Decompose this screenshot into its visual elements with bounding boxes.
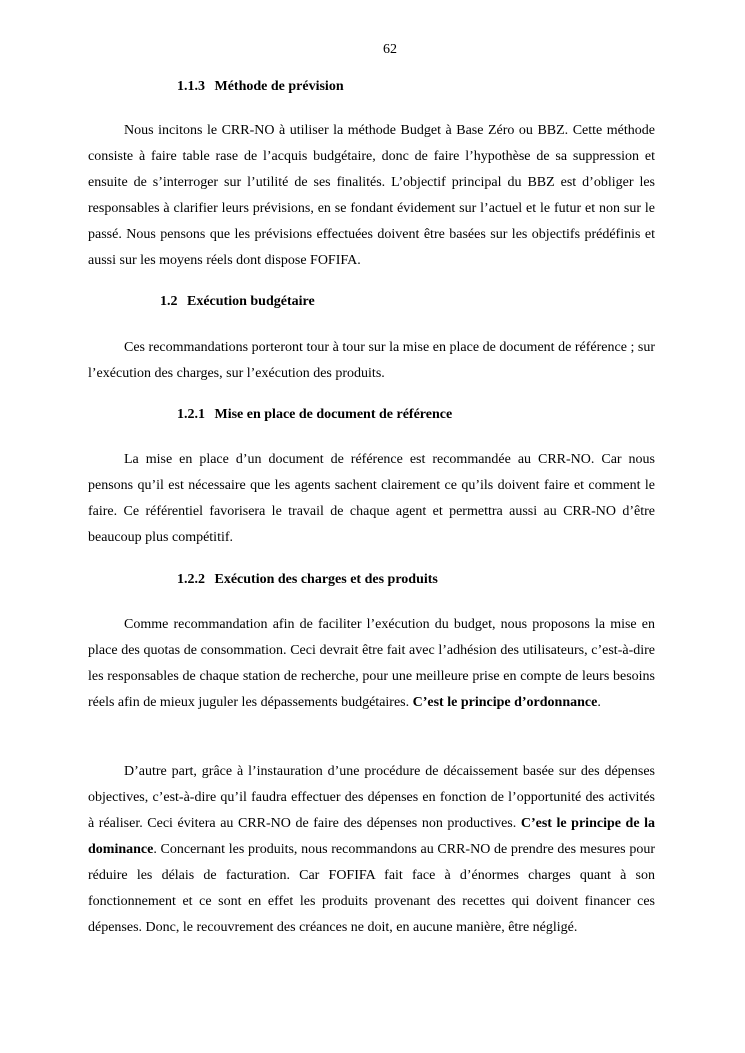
paragraph-text-b: . Concernant les produits, nous recommandons au CRR-NO de prendre des mesures pour réduire les délais de facturation. Car FOFIFA fait face à d’énormes charges quant à son fonctionnement et ce sont en effet les produits provenant des recettes qui doivent financer ces dépenses. Donc, le recouvrement des créances ne doit, en aucune manière, être négligé. [88,842,655,935]
paragraph-quotas [88,612,655,716]
heading-1-1-3 [177,79,344,95]
heading-1-2-1 [177,407,452,423]
heading-number: 1.2.2 [177,572,205,587]
principle-ordonnance: C’est le principe d’ordonnance [412,695,598,710]
paragraph-execution-intro: Ces recommandations porteront tour à tour sur la mise en place de document de référence ; sur l’exécution des charges, sur l’exécution des produits. [88,340,655,381]
heading-title: Méthode de prévision [214,79,344,94]
principle-dominance: C’est le principe de la dominance [88,816,656,857]
paragraph-prevision: Nous incitons le CRR-NO à utiliser la méthode Budget à Base Zéro ou BBZ. Cette méthode consiste à faire table rase de l’acquis budgétaire, donc de faire l’hypothèse de sa suppression et ensuite de s’interroger sur l’utilité de ses finalités. L’objectif principal du BBZ est d’obliger les responsables à clarifier leurs prévisions, en se fondant évidement sur l’actuel et le futur et non sur le passé. Nous pensons que les prévisions effectuées doivent être basées sur les objectifs prédéfinis et aussi sur les moyens réels dont dispose FOFIFA. [88,123,655,268]
paragraph-text: Comme recommandation afin de faciliter l’exécution du budget, nous proposons la mise en place des quotas de consommation. Ceci devrait être fait avec l’adhésion des utilisateurs, c’est-à-dire les responsables de chaque station de recherche, pour une meilleure prise en compte de leurs besoins réels afin de mieux juguler les dépassements budgétaires. [88,617,655,710]
heading-title: Exécution budgétaire [187,294,315,309]
page-number: 62 [383,42,397,57]
paragraph-document-reference: La mise en place d’un document de référence est recommandée au CRR-NO. Car nous pensons qu’il est nécessaire que les agents sachent clairement ce qu’ils doivent faire et comment le faire. Ce référentiel favorisera le travail de chaque agent et permettra aussi au CRR-NO d’être beaucoup plus compétitif. [88,452,655,545]
heading-number: 1.1.3 [177,79,205,94]
heading-title: Mise en place de document de référence [214,407,453,422]
heading-1-2 [160,294,315,310]
heading-title: Exécution des charges et des produits [214,572,438,587]
paragraph-end: . [597,695,601,710]
heading-1-2-2 [177,572,438,588]
paragraph-text-a: D’autre part, grâce à l’instauration d’une procédure de décaissement basée sur des dépenses objectives, c’est-à-dire qu’il faudra effectuer des dépenses en fonction de l’opportunité des activités à réaliser. Ceci évitera au CRR-NO de faire des dépenses non productives. [88,764,655,831]
heading-number: 1.2.1 [177,407,205,422]
heading-number: 1.2 [160,294,178,309]
paragraph-decaissement [88,759,655,941]
